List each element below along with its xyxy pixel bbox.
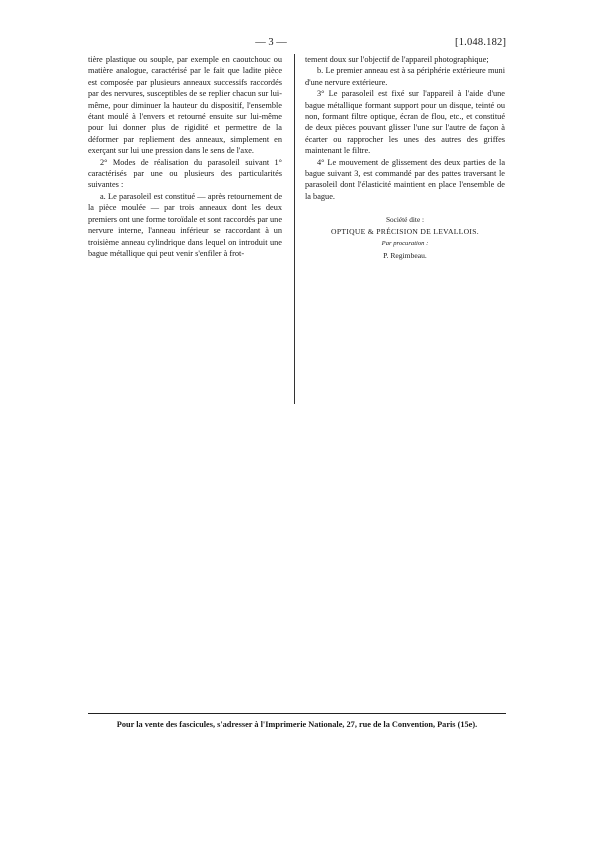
paragraph: tement doux sur l'objectif de l'appareil photographique; bbox=[305, 55, 489, 64]
paragraph: a. Le parasoleil est constitué — après retournement de la pièce moulée — par trois anneaux dont les deux premiers ont une forme toroïdale et sont raccordés par une nervure interne, l'anneau inférieur se raccordant à un troisième anneau cylindrique dans lequel on introduit une bague métallique qui peut venir s'enfiler à frot- bbox=[88, 191, 282, 258]
paragraph: 3° Le parasoleil est fixé sur l'appareil à l'aide d'une bague métallique formant support pour un disque, teinté ou non, formant filtre optique, écran de flou, etc., et constitué de deux pièces pouvant glisser l'une sur l'autre de façon à écarter ou rapprocher les unes des autres des griffes maintenant le filtre. bbox=[305, 89, 505, 156]
paragraph: 2° Modes de réalisation du parasoleil suivant 1° caractérisés par une ou plusieurs des particularités suivantes : bbox=[88, 157, 282, 190]
column-divider bbox=[294, 54, 295, 404]
company-name: OPTIQUE & PRÉCISION DE LEVALLOIS. bbox=[331, 227, 479, 237]
patent-number: [1.048.182] bbox=[455, 37, 507, 48]
signatory-name: P. Regimbeau. bbox=[383, 251, 427, 261]
signature-line: Société dite : bbox=[385, 215, 425, 225]
paragraph: 4° Le mouvement de glissement des deux parties de la bague suivant 3, est commandé par des pattes traversant le parasoleil dont l'élasticité maintient en place l'ensemble de la bague. bbox=[305, 157, 505, 201]
signature-line: Par procuration : bbox=[381, 240, 429, 248]
footer-divider bbox=[88, 713, 506, 714]
paragraph: tière plastique ou souple, par exemple en caoutchouc ou matière analogue, caractérisé par le fait que ladite pièce est composée par plusieurs anneaux successifs raccordés par des nervures, susceptibles de se replier chacun sur lui-même, pour diminuer la hauteur du dispositif, l'ensemble étant moulé à l'envers et retourné ensuite sur lui-même pour lui donner plus de rigidité et permettre de la déformer par repliement des anneaux, simplement en exerçant sur lui une pression dans le sens de l'axe. bbox=[88, 55, 282, 156]
right-column bbox=[305, 54, 505, 262]
signature-block bbox=[305, 214, 505, 262]
footer-note: Pour la vente des fascicules, s'adresser à l'Imprimerie Nationale, 27, rue de la Convention, Paris (15e). bbox=[116, 720, 478, 729]
paragraph: b. Le premier anneau est à sa périphérie extérieure muni d'une nervure extérieure. bbox=[305, 66, 505, 87]
page-number: — 3 — bbox=[255, 37, 287, 48]
left-column bbox=[88, 54, 282, 259]
